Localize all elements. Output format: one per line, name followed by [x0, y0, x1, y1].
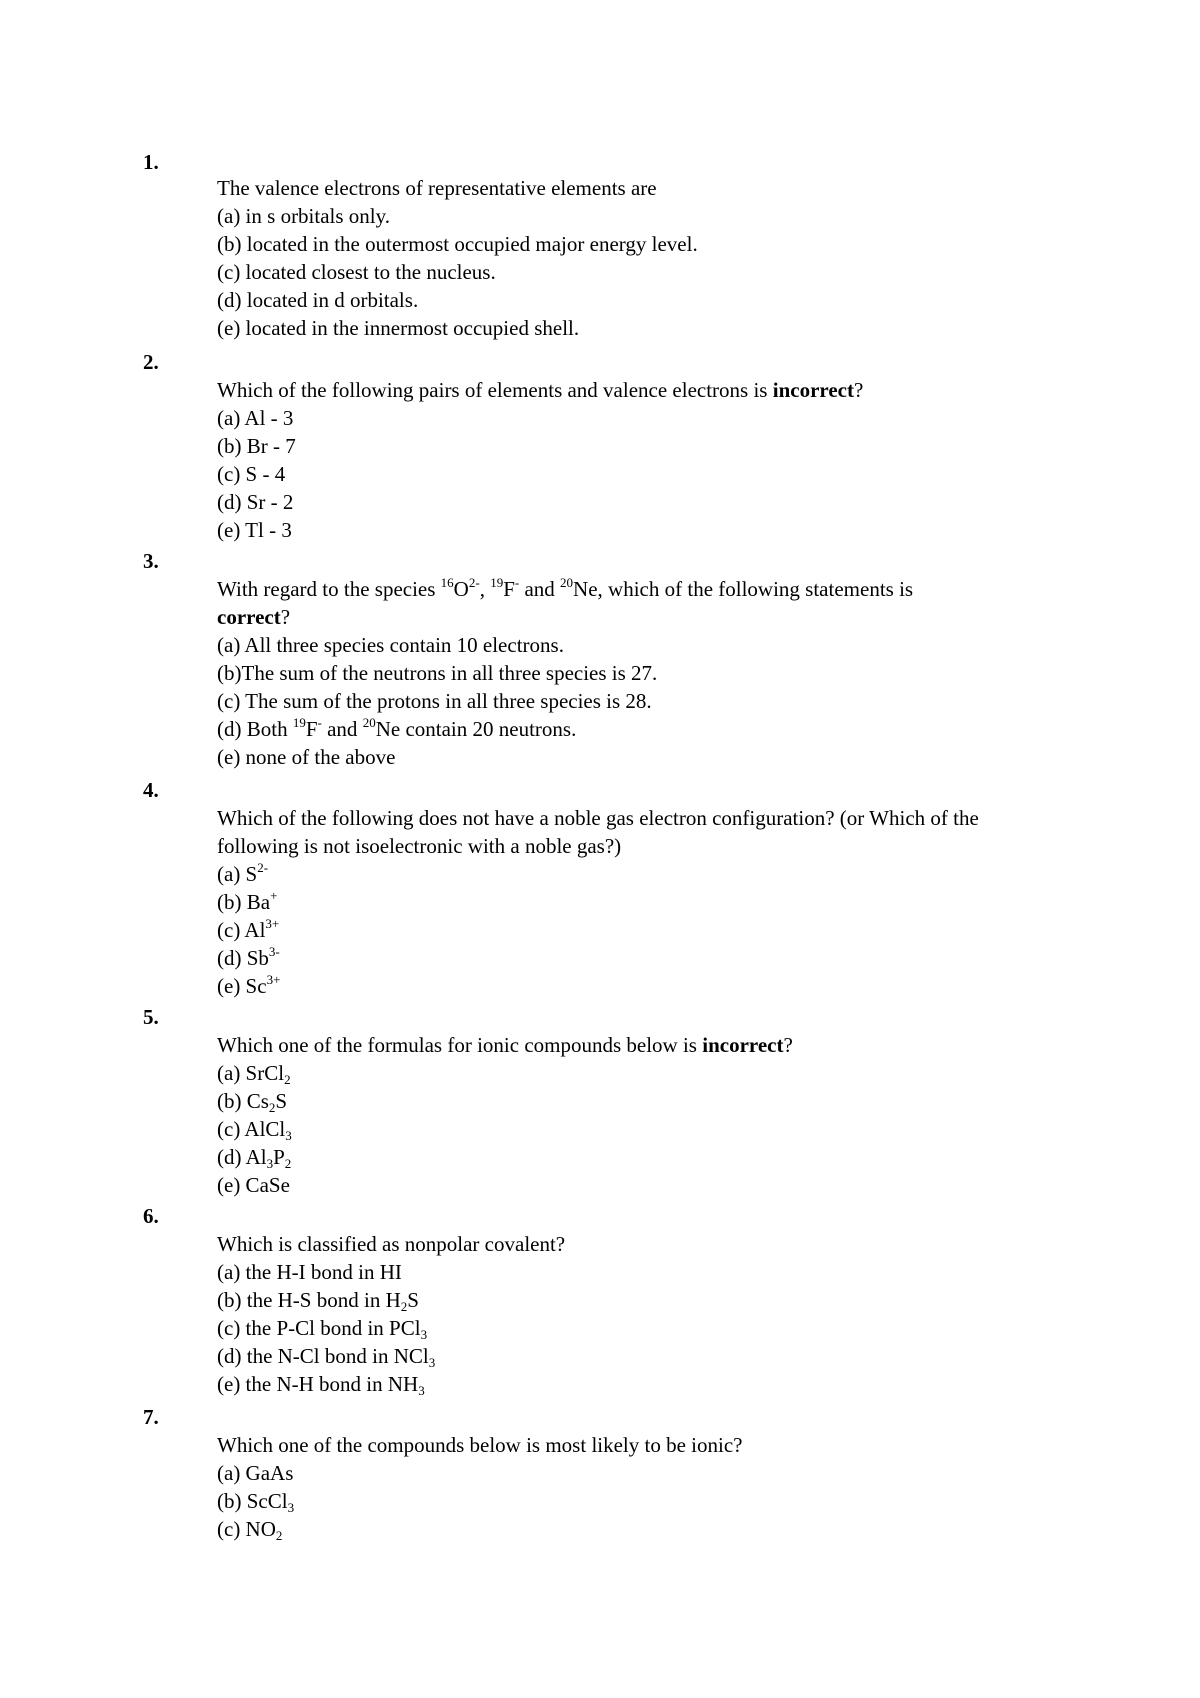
ion-charge: - [514, 575, 520, 590]
option-text: (a) SrCl [217, 1061, 285, 1085]
separator: , [479, 577, 491, 601]
question-body [217, 1431, 1057, 1543]
stem-emphasis: incorrect [772, 378, 854, 402]
question-body [217, 376, 1057, 544]
option-text: (b) Ba [217, 890, 271, 914]
question-number: 3. [143, 549, 159, 573]
element-symbol: F [305, 717, 318, 741]
question-number: 2. [143, 350, 159, 374]
option-b: (b) Br - 7 [217, 434, 296, 458]
option-c: (c) located closest to the nucleus. [217, 260, 496, 284]
option-text: (b) the H-S bond in H [217, 1288, 401, 1312]
option-d [217, 944, 1057, 972]
question-stem [217, 376, 1057, 404]
option-d [217, 1143, 1057, 1171]
option-a [217, 1059, 1057, 1087]
option-text: (d) Al [217, 1145, 267, 1169]
stem-end: ? [280, 605, 291, 629]
option-e [217, 1370, 1057, 1398]
stem-end: ? [783, 1033, 793, 1057]
question-stem: Which of the following does not have a noble gas electron configuration? (or Which of the following is not isoelectronic with a noble gas?) [217, 806, 979, 858]
stem-emphasis: correct [217, 605, 281, 629]
element-symbol: Ne [573, 577, 598, 601]
question-body [217, 575, 1057, 771]
stem-emphasis: incorrect [702, 1033, 784, 1057]
option-text: (b) ScCl [217, 1489, 288, 1513]
option-a: (a) in s orbitals only. [217, 204, 391, 228]
question-number: 7. [143, 1405, 159, 1429]
question-body [217, 1230, 1057, 1398]
ion-charge: + [270, 888, 278, 903]
option-a: (a) GaAs [217, 1461, 294, 1485]
option-text: (d) Both [217, 717, 293, 741]
subscript: 3 [428, 1355, 436, 1370]
subscript: 2 [268, 1100, 276, 1115]
option-a: (a) the H-I bond in HI [217, 1260, 402, 1284]
option-text: (e) the N-H bond in NH [217, 1372, 419, 1396]
option-text: (a) S [217, 862, 258, 886]
mass-number: 20 [560, 575, 574, 590]
option-text: and [321, 717, 363, 741]
ion-charge: 3- [268, 944, 280, 959]
option-text: (b) Cs [217, 1089, 269, 1113]
option-text: P [273, 1145, 285, 1169]
option-e [217, 972, 1057, 1000]
option-d [217, 715, 1057, 743]
option-b [217, 1487, 1057, 1515]
option-e: (e) Tl - 3 [217, 518, 292, 542]
option-b: (b) located in the outermost occupied major energy level. [217, 232, 698, 256]
question-number: 4. [143, 778, 159, 802]
subscript: 3 [420, 1327, 428, 1342]
question-stem [217, 575, 1057, 603]
option-text: (c) NO [217, 1517, 276, 1541]
subscript: 3 [287, 1500, 295, 1515]
option-b [217, 1087, 1057, 1115]
mass-number: 19 [292, 715, 306, 730]
option-a: (a) All three species contain 10 electrons. [217, 633, 564, 657]
option-c [217, 1515, 1057, 1543]
option-e: (e) none of the above [217, 745, 396, 769]
option-text: S [275, 1089, 288, 1113]
ion-charge: 2- [468, 575, 480, 590]
option-text: S [407, 1288, 419, 1312]
option-b: (b)The sum of the neutrons in all three species is 27. [217, 661, 658, 685]
question-number: 1. [143, 150, 159, 174]
question-body [217, 804, 1057, 1000]
stem-text: Which one of the formulas for ionic compounds below is [217, 1033, 703, 1057]
option-e: (e) CaSe [217, 1173, 290, 1197]
element-symbol: O [453, 577, 469, 601]
option-c [217, 1115, 1057, 1143]
option-d: (d) located in d orbitals. [217, 288, 419, 312]
option-a [217, 860, 1057, 888]
option-text: (e) Sc [217, 974, 267, 998]
subscript: 2 [284, 1072, 291, 1087]
option-c: (c) S - 4 [217, 462, 286, 486]
subscript: 2 [400, 1299, 408, 1314]
mass-number: 16 [440, 575, 454, 590]
stem-end: ? [853, 378, 864, 402]
subscript: 3 [266, 1156, 274, 1171]
question-stem: The valence electrons of representative elements are [217, 176, 657, 200]
question-stem: Which is classified as nonpolar covalent? [217, 1232, 566, 1256]
stem-text: Which of the following pairs of elements and valence electrons is [217, 378, 773, 402]
option-a: (a) Al - 3 [217, 406, 294, 430]
ion-charge: 2- [257, 860, 269, 875]
option-b [217, 888, 1057, 916]
subscript: 2 [275, 1528, 283, 1543]
mass-number: 20 [362, 715, 376, 730]
subscript: 3 [418, 1383, 425, 1398]
stem-text: , which of the following statements is [597, 577, 914, 601]
question-number: 5. [143, 1005, 159, 1029]
stem-text: With regard to the species [217, 577, 441, 601]
option-b [217, 1286, 1057, 1314]
question-number: 6. [143, 1204, 159, 1228]
subscript: 2 [284, 1156, 292, 1171]
ion-charge: 3+ [266, 972, 281, 987]
option-text: (c) Al [217, 918, 266, 942]
question-body [217, 174, 1057, 342]
element-symbol: F [503, 577, 515, 601]
option-text: (c) the P-Cl bond in PCl [217, 1316, 421, 1340]
option-c [217, 1314, 1057, 1342]
mass-number: 19 [490, 575, 504, 590]
option-d [217, 1342, 1057, 1370]
option-text: (c) AlCl [217, 1117, 286, 1141]
option-text: (d) Sb [217, 946, 269, 970]
question-body [217, 1031, 1057, 1199]
separator: and [519, 577, 561, 601]
option-e: (e) located in the innermost occupied shell. [217, 316, 580, 340]
option-c: (c) The sum of the protons in all three species is 28. [217, 689, 652, 713]
ion-charge: 3+ [265, 916, 280, 931]
ion-charge: - [317, 715, 322, 730]
option-c [217, 916, 1057, 944]
option-text: contain 20 neutrons. [400, 717, 577, 741]
option-text: (d) the N-Cl bond in NCl [217, 1344, 429, 1368]
subscript: 3 [285, 1128, 292, 1143]
question-stem [217, 1031, 1057, 1059]
option-d: (d) Sr - 2 [217, 490, 294, 514]
question-stem: Which one of the compounds below is most likely to be ionic? [217, 1433, 743, 1457]
element-symbol: Ne [375, 717, 401, 741]
question-stem-continued [217, 603, 1057, 631]
